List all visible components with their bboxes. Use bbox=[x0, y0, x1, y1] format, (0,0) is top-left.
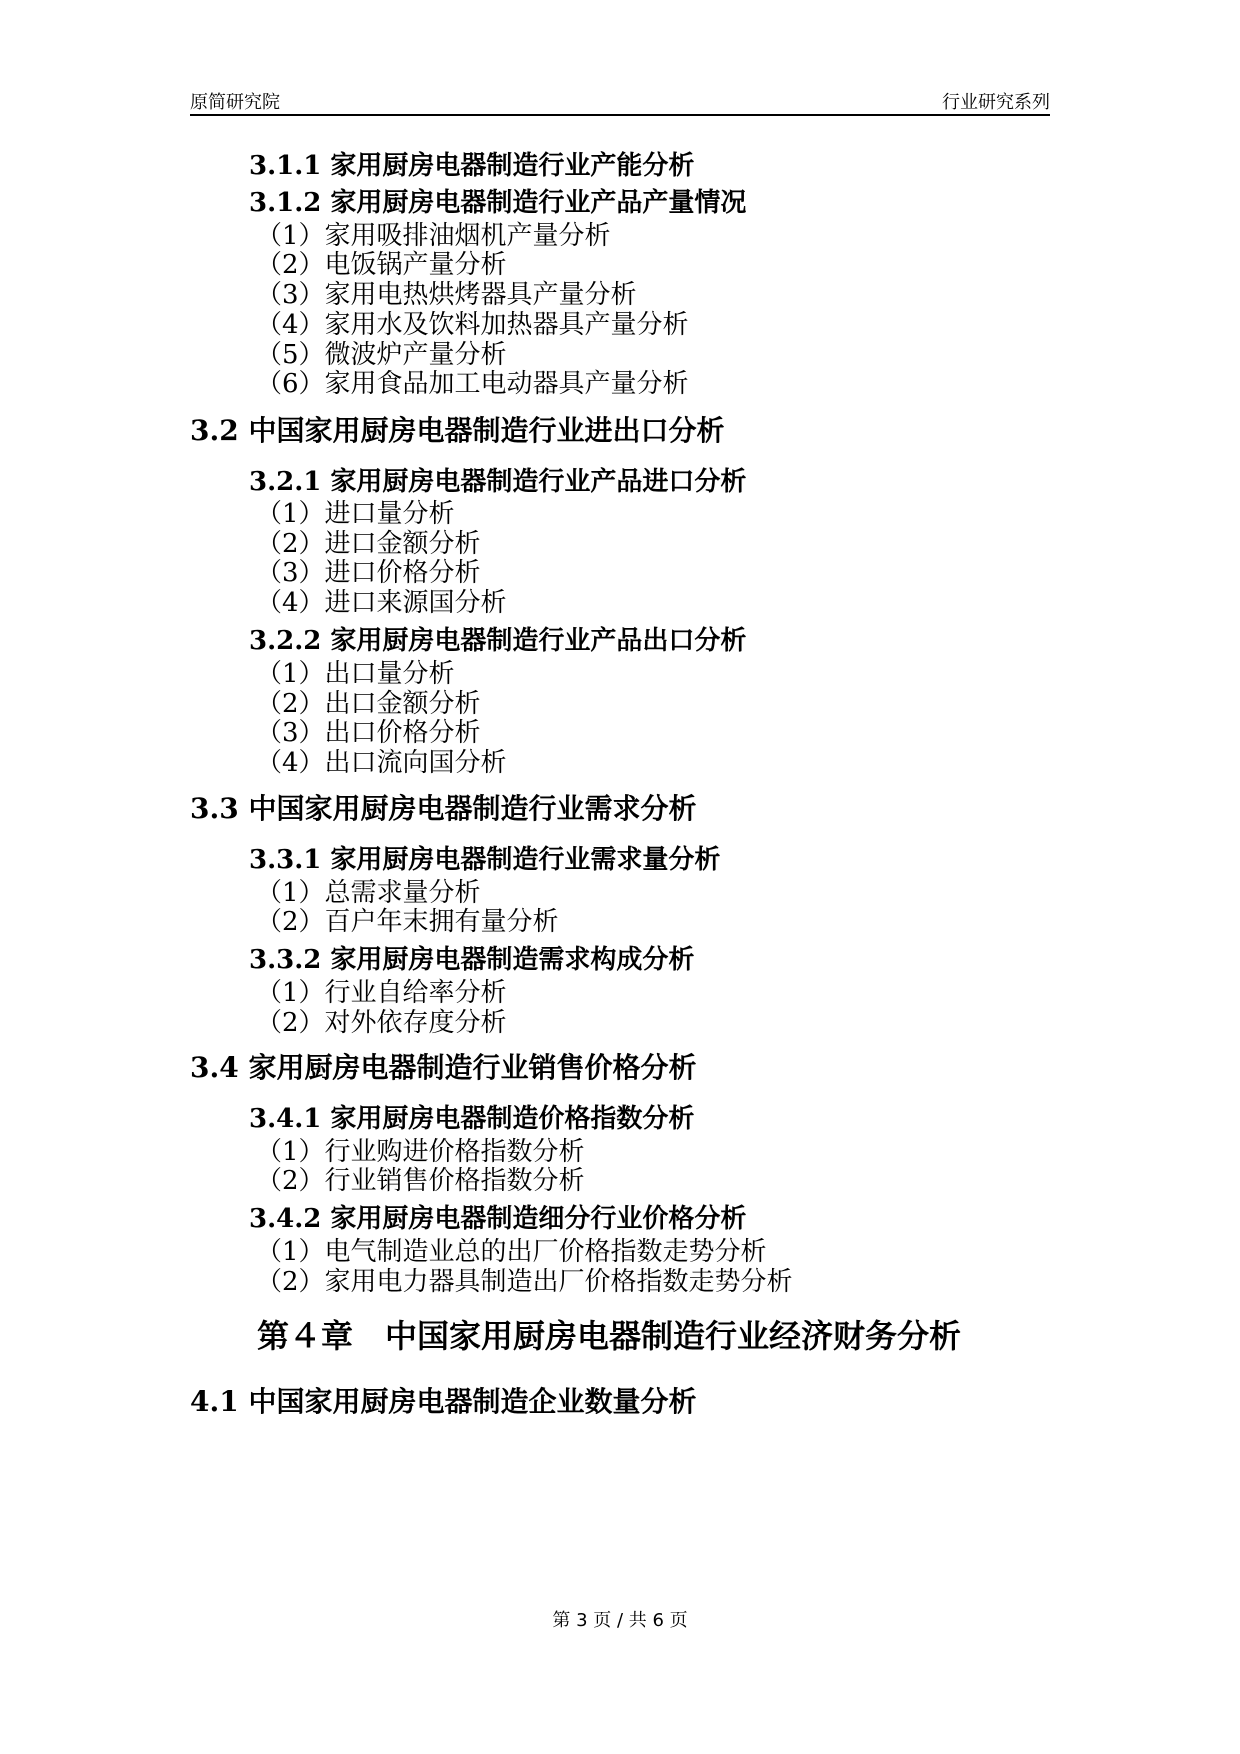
toc-item: （5）微波炉产量分析 bbox=[256, 340, 507, 370]
toc-item: （3）家用电热烘烤器具产量分析 bbox=[256, 280, 637, 310]
toc-subsection-3-1-2: 3.1.2 家用厨房电器制造行业产品产量情况 bbox=[249, 188, 747, 218]
toc-item: （1）家用吸排油烟机产量分析 bbox=[256, 221, 611, 251]
toc-subsection-3-1-1: 3.1.1 家用厨房电器制造行业产能分析 bbox=[249, 151, 695, 181]
toc-subsection-3-3-1: 3.3.1 家用厨房电器制造行业需求量分析 bbox=[249, 845, 721, 875]
toc-subsection-3-4-2: 3.4.2 家用厨房电器制造细分行业价格分析 bbox=[249, 1204, 747, 1234]
toc-section-4-1: 4.1 中国家用厨房电器制造企业数量分析 bbox=[190, 1385, 697, 1418]
toc-subsection-3-3-2: 3.3.2 家用厨房电器制造需求构成分析 bbox=[249, 945, 695, 975]
toc-item: （4）进口来源国分析 bbox=[256, 588, 507, 618]
toc-item: （4）出口流向国分析 bbox=[256, 748, 507, 778]
toc-section-3-4: 3.4 家用厨房电器制造行业销售价格分析 bbox=[190, 1051, 697, 1084]
toc-item: （2）百户年末拥有量分析 bbox=[256, 907, 559, 937]
toc-item: （1）行业购进价格指数分析 bbox=[256, 1137, 585, 1167]
toc-section-3-3: 3.3 中国家用厨房电器制造行业需求分析 bbox=[190, 792, 697, 825]
page-header bbox=[190, 84, 1050, 116]
toc-item: （2）行业销售价格指数分析 bbox=[256, 1166, 585, 1196]
toc-subsection-3-2-2: 3.2.2 家用厨房电器制造行业产品出口分析 bbox=[249, 626, 747, 656]
toc-item: （2）对外依存度分析 bbox=[256, 1008, 507, 1038]
toc-item: （1）进口量分析 bbox=[256, 499, 455, 529]
toc-item: （2）电饭锅产量分析 bbox=[256, 250, 507, 280]
header-org-name: 原简研究院 bbox=[190, 92, 280, 113]
toc-subsection-3-2-1: 3.2.1 家用厨房电器制造行业产品进口分析 bbox=[249, 467, 747, 497]
toc-item: （3）出口价格分析 bbox=[256, 718, 481, 748]
toc-item: （1）行业自给率分析 bbox=[256, 978, 507, 1008]
toc-section-3-2: 3.2 中国家用厨房电器制造行业进出口分析 bbox=[190, 414, 725, 447]
toc-item: （1）出口量分析 bbox=[256, 659, 455, 689]
toc-item: （2）进口金额分析 bbox=[256, 529, 481, 559]
header-series-name: 行业研究系列 bbox=[942, 92, 1050, 113]
toc-item: （4）家用水及饮料加热器具产量分析 bbox=[256, 310, 689, 340]
toc-item: （2）家用电力器具制造出厂价格指数走势分析 bbox=[256, 1267, 793, 1297]
toc-subsection-3-4-1: 3.4.1 家用厨房电器制造价格指数分析 bbox=[249, 1104, 695, 1134]
toc-chapter-4: 第４章 中国家用厨房电器制造行业经济财务分析 bbox=[257, 1317, 962, 1355]
toc-item: （2）出口金额分析 bbox=[256, 689, 481, 719]
page-footer: 第 3 页 / 共 6 页 bbox=[552, 1610, 688, 1631]
toc-item: （3）进口价格分析 bbox=[256, 558, 481, 588]
toc-item: （1）电气制造业总的出厂价格指数走势分析 bbox=[256, 1237, 767, 1267]
toc-item: （1）总需求量分析 bbox=[256, 878, 481, 908]
toc-item: （6）家用食品加工电动器具产量分析 bbox=[256, 369, 689, 399]
